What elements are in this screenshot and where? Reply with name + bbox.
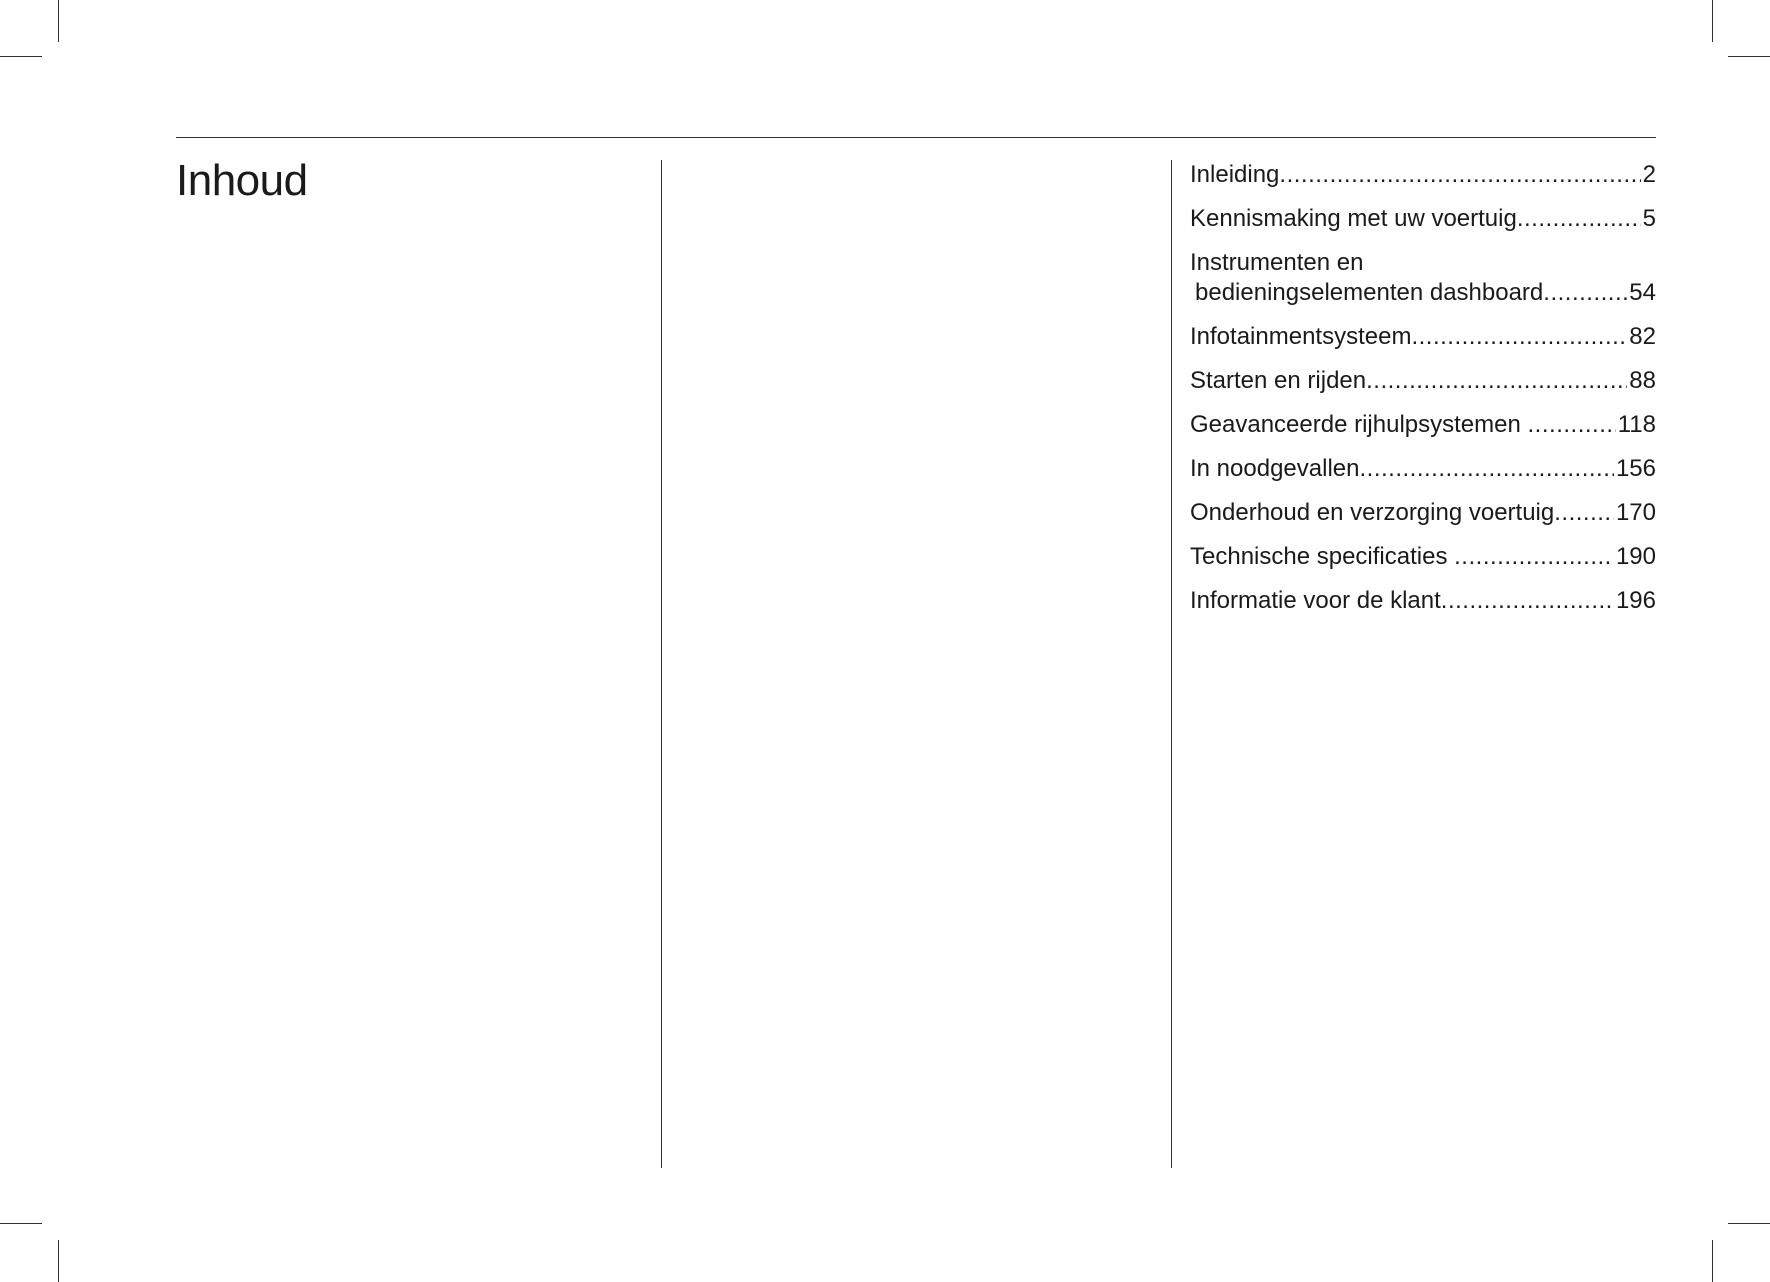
crop-mark-bottom-left-horizontal [0,1223,42,1224]
toc-entry-page: 54 [1629,279,1656,306]
toc-entry-noodgevallen[interactable] [1190,454,1656,484]
toc-entry-page: 196 [1615,587,1656,614]
crop-mark-top-right-vertical [1712,0,1713,42]
toc-entry-page: 190 [1615,543,1656,570]
toc-dot-leader [1411,322,1627,352]
table-of-contents [1190,160,1656,630]
toc-entry-starten[interactable] [1190,366,1656,396]
toc-entry-page: 118 [1617,411,1656,438]
toc-entry-page: 82 [1629,323,1656,350]
toc-entry-title: Infotainmentsysteem [1190,323,1412,350]
toc-dot-leader [1359,454,1613,484]
toc-entry-title: Onderhoud en verzorging voertuig [1190,499,1555,526]
toc-dot-leader [1279,160,1640,190]
crop-mark-top-right-horizontal [1728,56,1770,57]
toc-entry-title: Informatie voor de klant [1190,587,1441,614]
crop-mark-bottom-right-horizontal [1728,1223,1770,1224]
toc-entry-kennismaking[interactable] [1190,204,1656,234]
toc-entry-title: Geavanceerde rijhulpsystemen [1190,411,1528,438]
crop-mark-bottom-left-vertical [58,1240,59,1282]
toc-entry-page: 156 [1615,455,1656,482]
toc-entry-onderhoud[interactable] [1190,498,1656,528]
toc-entry-title: In noodgevallen [1190,455,1360,482]
toc-entry-title: Technische specificaties [1190,543,1455,570]
toc-entry-informatie-klant[interactable] [1190,586,1656,616]
toc-entry-technische-specificaties[interactable] [1190,542,1656,572]
crop-mark-top-left-vertical [58,0,59,42]
toc-entry-page: 170 [1615,499,1656,526]
column-divider-right [1171,160,1172,1168]
toc-entry-rijhulpsystemen[interactable] [1190,410,1656,440]
toc-dot-leader [1366,366,1627,396]
header-rule [176,137,1656,138]
toc-dot-leader [1441,586,1614,616]
toc-entry-last-line [1190,278,1656,308]
toc-dot-leader [1517,204,1641,234]
toc-entry-page: 5 [1642,205,1656,232]
toc-dot-leader [1543,278,1627,308]
toc-entry-title: Starten en rijden [1190,367,1367,394]
toc-entry-page: 88 [1629,367,1656,394]
toc-entry-title: Inleiding [1190,161,1280,188]
toc-entry-title: Kennismaking met uw voertuig [1190,205,1517,232]
column-divider-left [661,160,662,1168]
toc-entry-instrumenten[interactable] [1190,248,1656,308]
toc-entry-inleiding[interactable] [1190,160,1656,190]
crop-mark-top-left-horizontal [0,56,42,57]
toc-entry-title: bedieningselementen dashboard [1195,279,1544,306]
toc-entry-title-line1: Instrumenten en [1190,249,1364,276]
toc-dot-leader [1554,498,1614,528]
crop-mark-bottom-right-vertical [1712,1240,1713,1282]
toc-dot-leader [1454,542,1614,572]
toc-dot-leader [1528,410,1616,440]
toc-entry-page: 2 [1642,161,1656,188]
toc-entry-infotainment[interactable] [1190,322,1656,352]
page-title: Inhoud [176,156,308,205]
